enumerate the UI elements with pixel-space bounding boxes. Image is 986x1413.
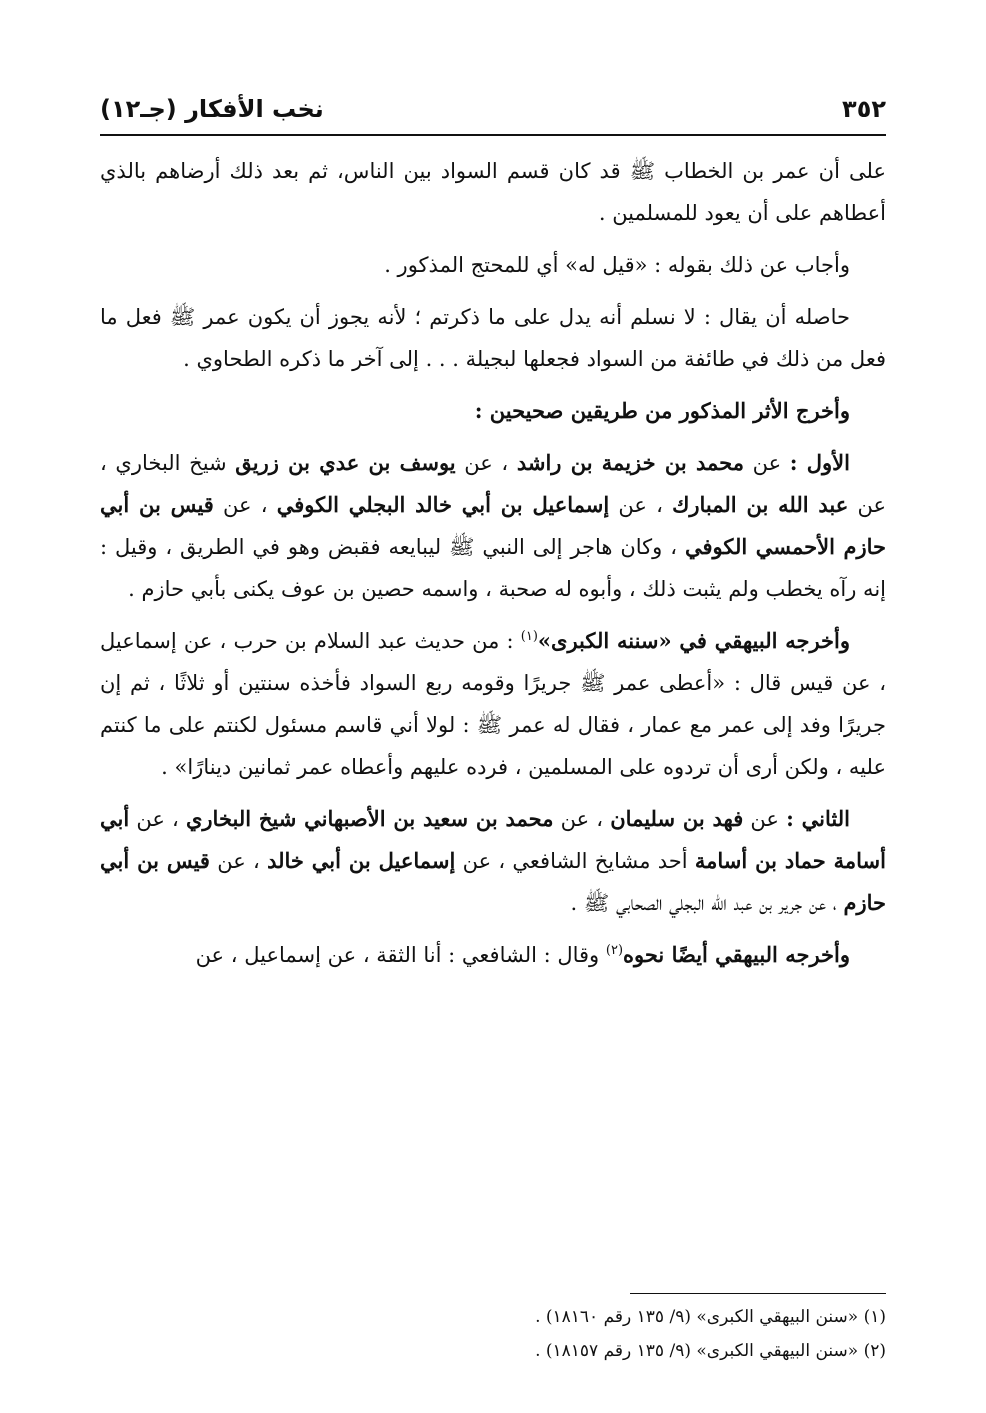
narrator-name: يوسف بن عدي بن زريق [235, 450, 456, 475]
text: عن [743, 451, 790, 475]
text: أحد مشايخ الشافعي ، عن [455, 849, 695, 873]
footnote-ref: (٢) [605, 943, 624, 958]
text: : من حديث عبد السلام بن حرب ، عن إسماعيل ، عن قيس قال : «أعطى عمر ﷺ جريرًا وقومه ربع السواد فأخذه سنتين أو ثلاثًا ، ثم إن جريرًا وفد إلى عمر مع عمار ، فقال له عمر ﷺ : لولا أني قاسم مسئول لكنتم على ما كنتم عليه ، ولكن أرى أن تردوه على المسلمين ، فرده عليهم وأعطاه عمر ثمانين دينارًا» . [100, 629, 886, 779]
text: شيخ البخاري ، عن [100, 451, 886, 517]
chain-label: الأول : [789, 450, 850, 475]
text: ، عن [209, 849, 268, 873]
narrator-name: إسماعيل بن أبي خالد البجلي الكوفي [276, 492, 610, 517]
footnote-ref: (١) [520, 629, 538, 644]
text: ، عن [129, 807, 186, 831]
source-citation: وأخرجه البيهقي أيضًا نحوه [623, 942, 850, 967]
running-title: نخب الأفكار (جـ١٢) [100, 95, 324, 123]
main-text [100, 150, 886, 986]
narrator-name: فهد بن سليمان [610, 806, 744, 831]
paragraph-2: وأجاب عن ذلك بقوله : «قيل له» أي للمحتج المذكور . [384, 253, 850, 277]
text: وقال : الشافعي : أنا الثقة ، عن إسماعيل ، عن [195, 943, 606, 967]
text: ، عن [609, 493, 673, 517]
text: ، عن جرير بن عبد الله البجلي الصحابي ﷺ . [570, 891, 844, 915]
paragraph-1: على أن عمر بن الخطاب ﷺ قد كان قسم السواد بين الناس، ثم بعد ذلك أرضاهم بالذي أعطاهم على أن يعود للمسلمين . [100, 159, 886, 225]
text: عن [743, 807, 787, 831]
narrator-name: إسماعيل بن أبي خالد [267, 848, 456, 873]
narrator-name: قيس بن أبي حازم [100, 848, 886, 915]
paragraph-bayhaqi-1 [100, 620, 886, 788]
text: ، وكان هاجر إلى النبي ﷺ ليبايعه فقبض وهو في الطريق ، وقيل : إنه رآه يخطب ولم يثبت ذلك ، وأبوه له صحبة ، واسمه حصين بن عوف يكنى بأبي حازم . [100, 535, 886, 601]
narrator-name: عبد الله بن المبارك [672, 492, 849, 517]
paragraph-second-chain [100, 798, 886, 924]
page-header [100, 88, 886, 130]
footnotes [100, 1300, 886, 1368]
text: ، عن [213, 493, 277, 517]
header-rule [100, 134, 886, 136]
narrator-name: محمد بن خزيمة بن راشد [516, 450, 744, 475]
page-number: ٣٥٢ [842, 95, 886, 123]
narrator-name: محمد بن سعيد بن الأصبهاني شيخ البخاري [185, 806, 554, 831]
footnote-2: (٢) «سنن البيهقي الكبرى» (٩/ ١٣٥ رقم ١٨١٥٧) . [535, 1341, 886, 1361]
narrator-name: أبي أسامة حماد بن أسامة [100, 806, 886, 873]
footnote-1: (١) «سنن البيهقي الكبرى» (٩/ ١٣٥ رقم ١٨١٦٠) . [535, 1307, 886, 1327]
source-citation: وأخرجه البيهقي في «سننه الكبرى» [537, 628, 850, 653]
paragraph-3: حاصله أن يقال : لا نسلم أنه يدل على ما ذكرتم ؛ لأنه يجوز أن يكون عمر ﷺ فعل ما فعل من ذلك في طائفة من السواد فجعلها لبجيلة . . . إلى آخر ما ذكره الطحاوي . [100, 305, 886, 371]
narrator-name: قيس بن أبي حازم الأحمسي الكوفي [100, 492, 886, 559]
chain-label: الثاني : [786, 806, 850, 831]
text: ، عن [455, 451, 517, 475]
paragraph-bayhaqi-2 [100, 934, 886, 976]
footnote-separator [630, 1293, 886, 1294]
section-heading: وأخرج الأثر المذكور من طريقين صحيحين : [474, 398, 850, 423]
text: ، عن [553, 807, 611, 831]
paragraph-first-chain [100, 442, 886, 610]
